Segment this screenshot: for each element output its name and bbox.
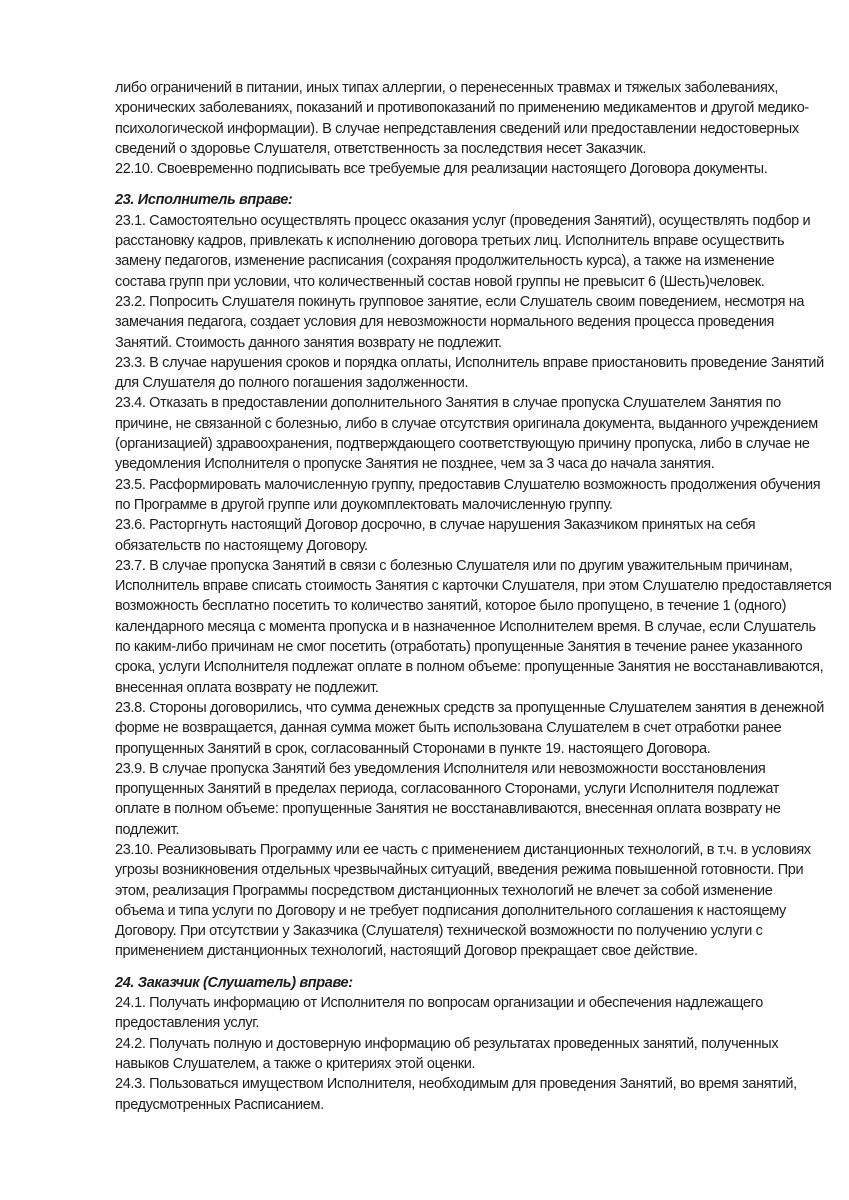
clause-23-10 <box>115 840 827 962</box>
text-line: для Слушателя до полного погашения задолженности. <box>115 375 469 392</box>
text-line: 23.5. Расформировать малочисленную группу, предоставив Слушателю возможность продолжения обучения <box>115 476 821 493</box>
text-line: календарного месяца с момента пропуска и в назначенное Исполнителем время. В случае, если Слушатель <box>115 618 816 635</box>
text-line: по Программе в другой группе или доукомплектовать малочисленную группу. <box>115 496 613 513</box>
clause-22-9-continuation <box>115 78 827 159</box>
text-line: состава групп при условии, что количественный состав новой группы не превысит 6 (Шесть)человек. <box>115 273 765 290</box>
document-content <box>115 78 832 1115</box>
text-line: 23.1. Самостоятельно осуществлять процесс оказания услуг (проведения Занятий), осуществлять подбор и <box>115 212 811 229</box>
text-line: либо ограничений в питании, иных типах аллергии, о перенесенных травмах и тяжелых заболеваниях, <box>115 80 779 96</box>
text-line: оплате в полном объеме: пропущенные Занятия не восстанавливаются, внесенная оплата возврату не <box>115 801 781 818</box>
clause-23-6 <box>115 515 827 556</box>
text-line: Занятий. Стоимость данного занятия возврату не подлежит. <box>115 334 502 351</box>
text-line: хронических заболеваниях, показаний и противопоказаний по применению медикаментов и другой медико- <box>115 100 809 117</box>
text-line: 24.3. Пользоваться имуществом Исполнителя, необходимым для проведения Занятий, во время занятий, <box>115 1076 797 1093</box>
text-line: навыков Слушателем, а также о критериях этой оценки. <box>115 1055 476 1072</box>
clause-23-7 <box>115 556 832 698</box>
text-line: психологической информации). В случае непредставления сведений или предоставлении недостоверных <box>115 120 799 137</box>
text-line: обязательств по настоящему Договору. <box>115 537 368 554</box>
clause-24-2 <box>115 1034 827 1075</box>
text-line: (организацией) здравоохранения, подтверждающего соответствующую причину пропуска, либо в случае не <box>115 436 810 453</box>
text-line: 23.7. В случае пропуска Занятий в связи с болезнью Слушателя или по другим уважительным причинам, <box>115 557 793 574</box>
text-line: 22.10. Своевременно подписывать все требуемые для реализации настоящего Договора документы. <box>115 161 768 178</box>
text-line: замену педагогов, изменение расписания (сохраняя продолжительность курса), а также на изменение <box>115 253 775 270</box>
text-line: причине, не связанной с болезнью, либо в случае отсутствия оригинала документа, выданного учреждением <box>115 415 818 432</box>
text-line: расстановку кадров, привлекать к исполнению договора третьих лиц. Исполнитель вправе осуществить <box>115 233 785 250</box>
text-line: замечания педагога, создает условия для невозможности нормального ведения процесса проведения <box>115 314 774 331</box>
text-line: по каким-либо причинам не смог посетить (отработать) пропущенные Занятия в течение ранее указанного <box>115 639 803 656</box>
text-line: внесенная оплата возврату не подлежит. <box>115 679 379 696</box>
section-heading-text: 24. Заказчик (Слушатель) вправе: <box>115 974 353 991</box>
text-line: этом, реализация Программы посредством дистанционных технологий не влечет за собой изменение <box>115 882 773 899</box>
text-line: возможность бесплатно посетить то количество занятий, которое было пропущено, в течение 1 (одного) <box>115 598 787 615</box>
clause-23-8 <box>115 698 827 759</box>
text-line: уведомления Исполнителя о пропуске Занятия не позднее, чем за 3 часа до начала занятия. <box>115 456 715 473</box>
text-line: срока, услуги Исполнителя подлежат оплате в полном объеме: пропущенные Занятия не восстанавливаются, <box>115 659 824 676</box>
section-24-heading <box>115 973 827 993</box>
clause-23-9 <box>115 759 827 840</box>
text-line: Исполнитель вправе списать стоимость Занятия с карточки Слушателя, при этом Слушателю предоставляется <box>115 578 832 595</box>
text-line: Договору. При отсутствии у Заказчика (Слушателя) технической возможности по получению услуги с <box>115 923 763 940</box>
text-line: 23.3. В случае нарушения сроков и порядка оплаты, Исполнитель вправе приостановить проведение Занятий <box>115 354 824 371</box>
clause-23-5 <box>115 475 827 516</box>
clause-24-1 <box>115 993 827 1034</box>
text-line: применением дистанционных технологий, настоящий Договор прекращает свое действие. <box>115 943 698 960</box>
clause-23-4 <box>115 393 827 474</box>
text-line: подлежит. <box>115 821 180 838</box>
text-line: предусмотренных Расписанием. <box>115 1096 324 1113</box>
text-line: форме не возвращается, данная сумма может быть использована Слушателем в счет отработки ранее <box>115 720 782 737</box>
text-line: 23.2. Попросить Слушателя покинуть групповое занятие, если Слушатель своим поведением, несмотря на <box>115 293 805 310</box>
text-line: 24.1. Получать информацию от Исполнителя по вопросам организации и обеспечения надлежащего <box>115 995 763 1012</box>
text-line: 23.9. В случае пропуска Занятий без уведомления Исполнителя или невозможности восстановления <box>115 760 766 777</box>
text-line: 23.4. Отказать в предоставлении дополнительного Занятия в случае пропуска Слушателем Занятия по <box>115 395 781 412</box>
text-line: сведений о здоровье Слушателя, ответственность за последствия несет Заказчик. <box>115 140 647 157</box>
text-line: 23.8. Стороны договорились, что сумма денежных средств за пропущенные Слушателем занятия в денежной <box>115 699 825 716</box>
text-line: 23.6. Расторгнуть настоящий Договор досрочно, в случае нарушения Заказчиком принятых на себя <box>115 517 756 534</box>
clause-24-3 <box>115 1074 827 1115</box>
section-23-heading <box>115 190 827 210</box>
text-line: предоставления услуг. <box>115 1015 260 1032</box>
text-line: 24.2. Получать полную и достоверную информацию об результатах проведенных занятий, полученных <box>115 1035 779 1052</box>
clause-23-1 <box>115 211 827 292</box>
text-line: пропущенных Занятий в пределах периода, согласованного Сторонами, услуги Исполнителя подлежат <box>115 781 780 798</box>
clause-22-10 <box>115 159 827 179</box>
section-heading-text: 23. Исполнитель вправе: <box>115 192 293 209</box>
text-line: угрозы возникновения отдельных чрезвычайных ситуаций, введения режима повышенной готовности. При <box>115 862 804 879</box>
clause-23-3 <box>115 353 827 394</box>
text-line: пропущенных Занятий в срок, согласованный Сторонами в пункте 19. настоящего Договора. <box>115 740 711 757</box>
text-line: 23.10. Реализовывать Программу или ее часть с применением дистанционных технологий, в т.ч. в условиях <box>115 841 811 858</box>
text-line: объема и типа услуги по Договору и не требует подписания дополнительного соглашения к настоящему <box>115 902 786 919</box>
clause-23-2 <box>115 292 827 353</box>
